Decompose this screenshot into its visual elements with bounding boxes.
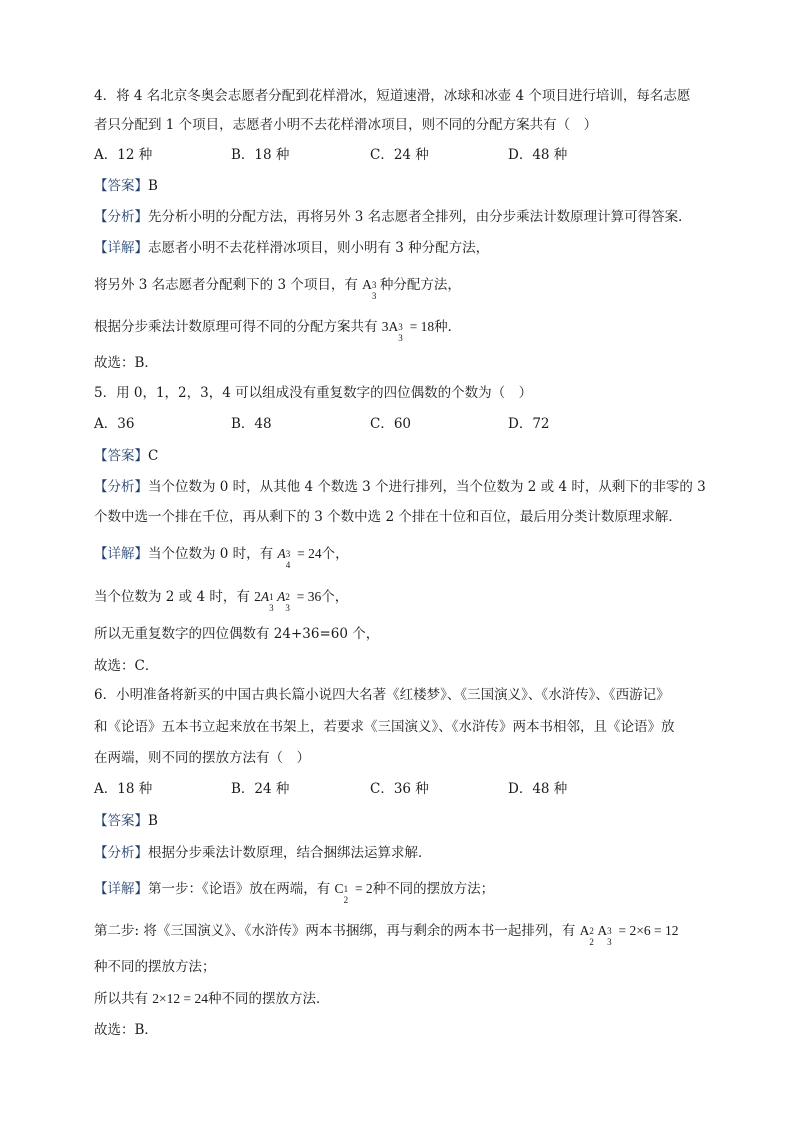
answer-tag: 【答案】 <box>94 448 148 464</box>
q4-option-c: C．24 种 <box>370 147 429 163</box>
q6-analysis-line <box>94 843 432 863</box>
q4-formula-a33: A 3 3 <box>362 277 377 301</box>
q4-answer-line <box>94 176 158 196</box>
q6-formula-c21: C 1 2 = 2 <box>334 881 373 905</box>
q6-option-c: C．36 种 <box>370 781 429 797</box>
q4-option-a: A．12 种 <box>94 147 153 163</box>
q4-detail-line-3 <box>94 317 462 343</box>
q5-option-c: C．60 <box>370 416 412 432</box>
q4-option-d: D．48 种 <box>508 147 568 163</box>
q6-stem-line-1: 6．小明准备将新买的中国古典长篇小说四大名著《红楼梦》、《三国演义》、《水浒传》、《西游记》 <box>94 687 670 703</box>
answer-tag: 【答案】 <box>94 178 148 194</box>
q5-analysis-line-1 <box>94 477 706 497</box>
q5-option-a: A．36 <box>94 416 135 432</box>
detail-tag: 【详解】 <box>94 240 148 256</box>
q5-detail-text-1b: 个， <box>321 546 349 562</box>
q5-detail-text-2b: 个， <box>321 589 349 605</box>
q5-stem: 5．用 0，1，2，3，4 可以组成没有重复数字的四位偶数的个数为（ ） <box>94 385 533 401</box>
q6-analysis-text: 根据分步乘法计数原理，结合捆绑法运算求解． <box>148 845 432 861</box>
detail-tag: 【详解】 <box>94 546 148 562</box>
q4-option-b: B．18 种 <box>231 147 290 163</box>
q6-detail-line-2 <box>94 921 679 947</box>
q6-detail-line-1 <box>94 879 495 905</box>
q4-stem-line-2: 者只分配到 1 个项目，志愿者小明不去花样滑冰项目，则不同的分配方案共有（ ） <box>94 117 598 133</box>
q5-detail-text-2a: 当个位数为 2 或 4 时，有 <box>94 589 255 605</box>
q4-detail-text-3a: 根据分步乘法计数原理可得不同的分配方案共有 <box>94 319 382 335</box>
answer-tag: 【答案】 <box>94 813 148 829</box>
q6-option-d: D．48 种 <box>508 781 568 797</box>
q4-detail-text-3b: 种． <box>434 319 462 335</box>
q6-answer-value: B <box>148 813 158 829</box>
q6-detail-text-4b: 种不同的摆放方法． <box>208 991 330 1007</box>
q4-detail-text-2b: 种分配方法， <box>379 277 461 293</box>
q4-detail-text-2a: 将另外 3 名志愿者分配剩下的 3 个项目，有 <box>94 277 363 293</box>
q4-stem-line-1: 4．将 4 名北京冬奥会志愿者分配到花样滑冰，短道速滑，冰球和冰壶 4 个项目进行培训，每名志愿 <box>94 88 691 104</box>
q6-detail-text-1a: 第一步：《论语》放在两端，有 <box>148 881 335 897</box>
q4-detail-line-2 <box>94 275 461 301</box>
q6-detail-line-4 <box>94 989 330 1009</box>
q5-detail-line-2 <box>94 587 349 613</box>
q4-choose: 故选：B． <box>94 355 158 371</box>
q4-analysis-text: 先分析小明的分配方法，再将另外 3 名志愿者全排列，由分步乘法计数原理计算可得答案． <box>148 209 692 225</box>
detail-tag: 【详解】 <box>94 881 148 897</box>
analysis-tag: 【分析】 <box>94 479 148 495</box>
q4-detail-text-1: 志愿者小明不去花样滑冰项目，则小明有 3 种分配方法， <box>148 240 490 256</box>
q5-detail-line-1 <box>94 544 349 570</box>
q5-choose: 故选：C． <box>94 658 159 674</box>
q6-formula-2x12: 2×12 = 24 <box>152 991 209 1006</box>
q6-stem-line-3: 在两端，则不同的摆放方法有（ ） <box>94 750 310 766</box>
q5-formula-a44: A 3 4 = 24 <box>277 546 322 570</box>
q6-option-b: B．24 种 <box>231 781 290 797</box>
analysis-tag: 【分析】 <box>94 209 148 225</box>
q5-answer-line <box>94 446 158 466</box>
q6-detail-text-1b: 种不同的摆放方法； <box>372 881 495 897</box>
q4-answer-value: B <box>148 178 158 194</box>
q5-analysis-line-2: 个数中选一个排在千位，再从剩下的 3 个数中选 2 个排在十位和百位，最后用分类计数原理求解． <box>94 509 682 525</box>
q4-detail-line-1 <box>94 238 489 258</box>
q5-formula-2a31a32: 2A 1 3 A 2 3 = 36 <box>254 589 322 613</box>
q5-detail-line-3: 所以无重复数字的四位偶数有 24+36=60 个， <box>94 626 380 642</box>
q6-stem-line-2: 和《论语》五本书立起来放在书架上，若要求《三国演义》、《水浒传》两本书相邻，且《论语》放 <box>94 719 675 735</box>
q4-analysis-line <box>94 207 692 227</box>
q6-formula-a22a33: A 2 2 A 3 3 = 2×6 = 12 <box>579 923 679 947</box>
q4-formula-3a33: 3A 3 3 = 18 <box>381 319 435 343</box>
q6-answer-line <box>94 811 158 831</box>
q6-detail-text-4a: 所以共有 <box>94 991 153 1007</box>
q5-option-d: D．72 <box>508 416 550 432</box>
q5-analysis-text-1: 当个位数为 0 时，从其他 4 个数选 3 个进行排列，当个位数为 2 或 4 时，从剩下的非零的 3 <box>148 479 706 495</box>
q5-option-b: B．48 <box>231 416 272 432</box>
q6-detail-text-2a: 第二步: 将《三国演义》、《水浒传》两本书捆绑，再与剩余的两本书一起排列，有 <box>94 923 580 939</box>
q6-option-a: A．18 种 <box>94 781 153 797</box>
q5-detail-text-1a: 当个位数为 0 时，有 <box>148 546 278 562</box>
q5-answer-value: C <box>148 448 159 464</box>
analysis-tag: 【分析】 <box>94 845 148 861</box>
q6-choose: 故选：B． <box>94 1022 158 1038</box>
q6-detail-line-3: 种不同的摆放方法； <box>94 959 216 975</box>
